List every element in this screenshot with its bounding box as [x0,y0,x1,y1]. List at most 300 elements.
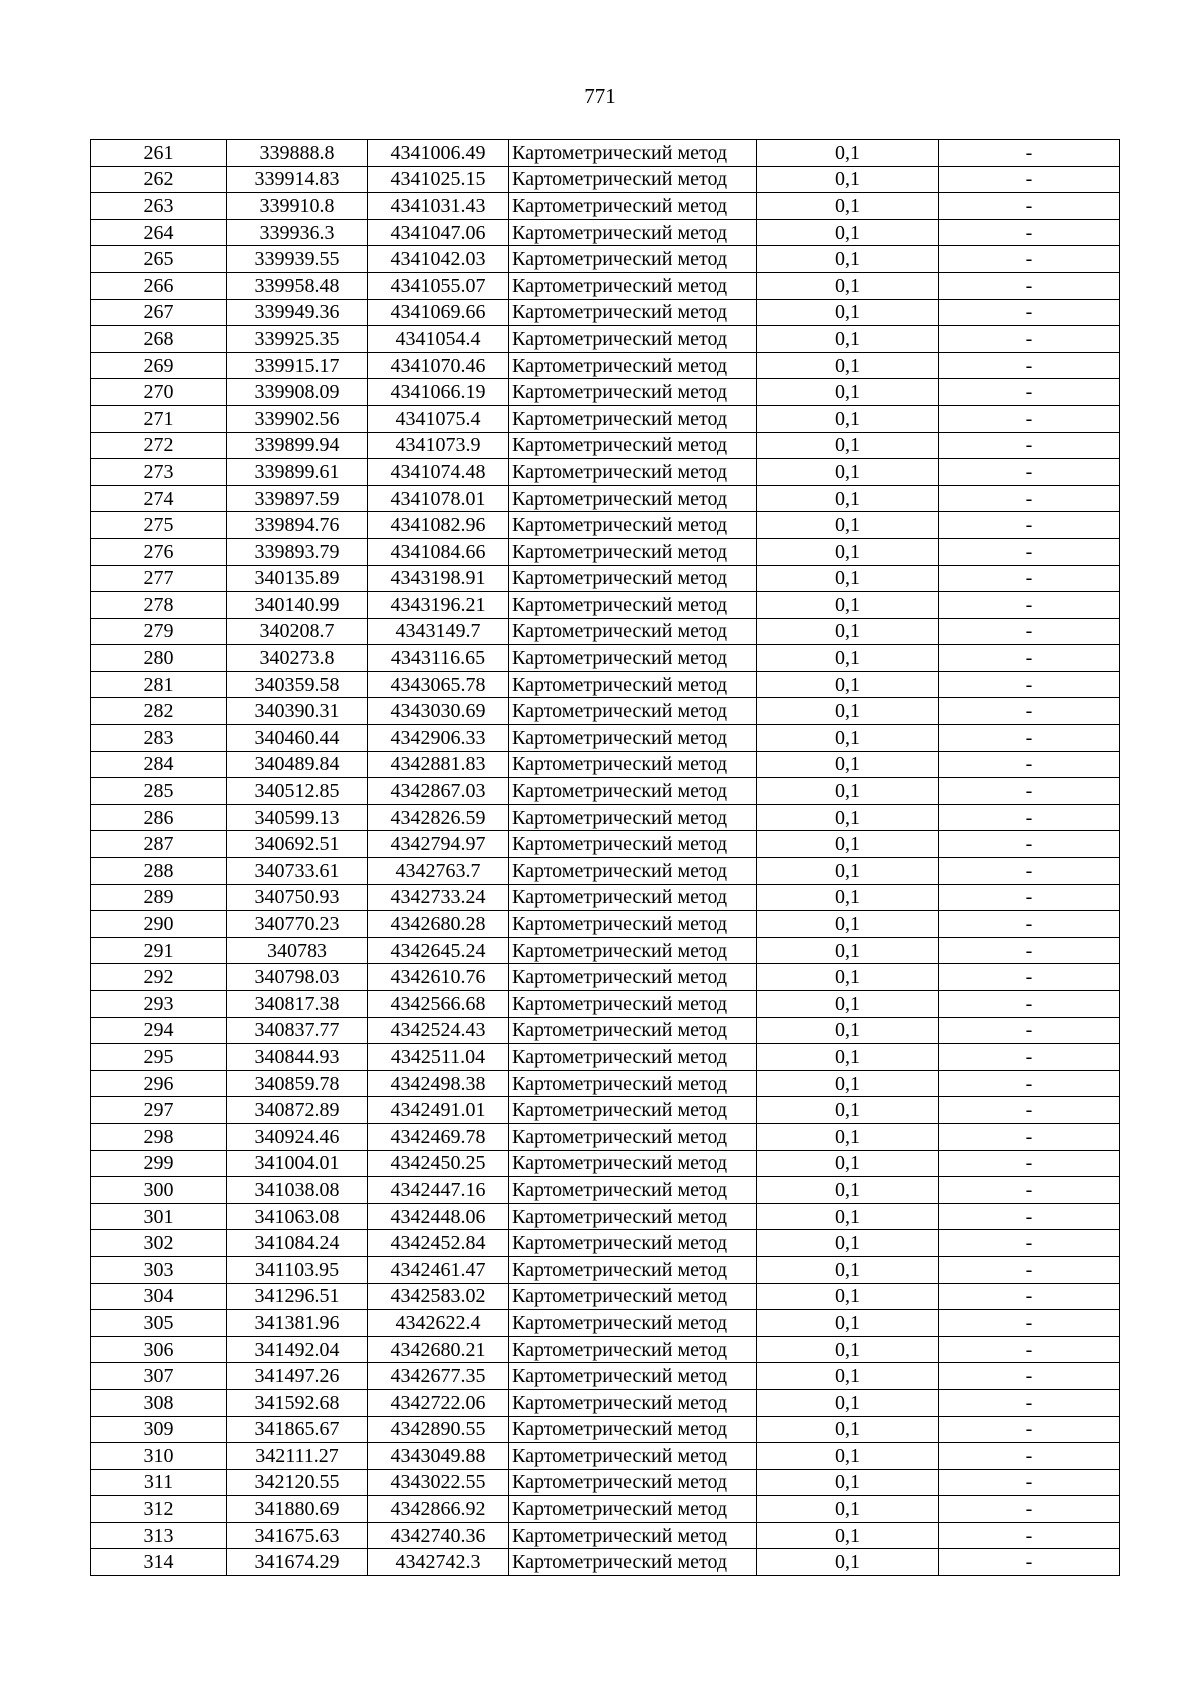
description-cell: - [939,432,1120,459]
x-coordinate-cell: 340872.89 [227,1097,368,1124]
x-coordinate-cell: 339915.17 [227,352,368,379]
point-number-cell: 293 [91,991,227,1018]
accuracy-cell: 0,1 [757,991,939,1018]
point-number-cell: 306 [91,1336,227,1363]
accuracy-cell: 0,1 [757,1123,939,1150]
y-coordinate-cell: 4342742.3 [368,1549,509,1576]
point-number-cell: 289 [91,884,227,911]
method-cell: Картометрический метод [509,1177,757,1204]
x-coordinate-cell: 341592.68 [227,1389,368,1416]
accuracy-cell: 0,1 [757,1522,939,1549]
method-cell: Картометрический метод [509,1150,757,1177]
method-cell: Картометрический метод [509,751,757,778]
y-coordinate-cell: 4341075.4 [368,405,509,432]
point-number-cell: 280 [91,645,227,672]
method-cell: Картометрический метод [509,804,757,831]
accuracy-cell: 0,1 [757,778,939,805]
y-coordinate-cell: 4341078.01 [368,485,509,512]
description-cell: - [939,219,1120,246]
description-cell: - [939,565,1120,592]
y-coordinate-cell: 4342622.4 [368,1310,509,1337]
table-row [91,1549,1120,1576]
x-coordinate-cell: 342111.27 [227,1443,368,1470]
point-number-cell: 299 [91,1150,227,1177]
description-cell: - [939,1443,1120,1470]
point-number-cell: 284 [91,751,227,778]
x-coordinate-cell: 339899.61 [227,459,368,486]
description-cell: - [939,698,1120,725]
x-coordinate-cell: 339914.83 [227,166,368,193]
x-coordinate-cell: 340489.84 [227,751,368,778]
y-coordinate-cell: 4341042.03 [368,246,509,273]
method-cell: Картометрический метод [509,272,757,299]
accuracy-cell: 0,1 [757,1363,939,1390]
description-cell: - [939,1336,1120,1363]
y-coordinate-cell: 4341074.48 [368,459,509,486]
description-cell: - [939,937,1120,964]
point-number-cell: 291 [91,937,227,964]
description-cell: - [939,379,1120,406]
x-coordinate-cell: 340859.78 [227,1070,368,1097]
x-coordinate-cell: 341880.69 [227,1496,368,1523]
accuracy-cell: 0,1 [757,831,939,858]
description-cell: - [939,778,1120,805]
accuracy-cell: 0,1 [757,698,939,725]
y-coordinate-cell: 4342867.03 [368,778,509,805]
table-row [91,1496,1120,1523]
table-row [91,379,1120,406]
table-row [91,804,1120,831]
point-number-cell: 300 [91,1177,227,1204]
point-number-cell: 286 [91,804,227,831]
y-coordinate-cell: 4341073.9 [368,432,509,459]
accuracy-cell: 0,1 [757,379,939,406]
description-cell: - [939,911,1120,938]
table-row [91,1044,1120,1071]
point-number-cell: 269 [91,352,227,379]
table-row [91,725,1120,752]
x-coordinate-cell: 340750.93 [227,884,368,911]
y-coordinate-cell: 4342680.28 [368,911,509,938]
description-cell: - [939,1150,1120,1177]
description-cell: - [939,512,1120,539]
table-row [91,1203,1120,1230]
accuracy-cell: 0,1 [757,1150,939,1177]
y-coordinate-cell: 4341055.07 [368,272,509,299]
table-row [91,858,1120,885]
method-cell: Картометрический метод [509,964,757,991]
y-coordinate-cell: 4342469.78 [368,1123,509,1150]
description-cell: - [939,804,1120,831]
table-row [91,1336,1120,1363]
description-cell: - [939,1469,1120,1496]
accuracy-cell: 0,1 [757,1310,939,1337]
y-coordinate-cell: 4342610.76 [368,964,509,991]
table-row [91,778,1120,805]
table-row [91,1522,1120,1549]
description-cell: - [939,166,1120,193]
y-coordinate-cell: 4342498.38 [368,1070,509,1097]
point-number-cell: 296 [91,1070,227,1097]
table-row [91,459,1120,486]
method-cell: Картометрический метод [509,512,757,539]
method-cell: Картометрический метод [509,618,757,645]
accuracy-cell: 0,1 [757,1097,939,1124]
accuracy-cell: 0,1 [757,140,939,167]
description-cell: - [939,751,1120,778]
method-cell: Картометрический метод [509,326,757,353]
description-cell: - [939,1123,1120,1150]
y-coordinate-cell: 4342583.02 [368,1283,509,1310]
point-number-cell: 294 [91,1017,227,1044]
method-cell: Картометрический метод [509,193,757,220]
y-coordinate-cell: 4342461.47 [368,1256,509,1283]
method-cell: Картометрический метод [509,831,757,858]
accuracy-cell: 0,1 [757,166,939,193]
accuracy-cell: 0,1 [757,1203,939,1230]
x-coordinate-cell: 339894.76 [227,512,368,539]
method-cell: Картометрический метод [509,538,757,565]
description-cell: - [939,1230,1120,1257]
description-cell: - [939,246,1120,273]
y-coordinate-cell: 4342491.01 [368,1097,509,1124]
table-row [91,352,1120,379]
x-coordinate-cell: 340924.46 [227,1123,368,1150]
method-cell: Картометрический метод [509,592,757,619]
point-number-cell: 308 [91,1389,227,1416]
description-cell: - [939,1256,1120,1283]
x-coordinate-cell: 339910.8 [227,193,368,220]
accuracy-cell: 0,1 [757,299,939,326]
accuracy-cell: 0,1 [757,352,939,379]
x-coordinate-cell: 339902.56 [227,405,368,432]
description-cell: - [939,140,1120,167]
table-row [91,1070,1120,1097]
method-cell: Картометрический метод [509,1097,757,1124]
y-coordinate-cell: 4342448.06 [368,1203,509,1230]
description-cell: - [939,671,1120,698]
x-coordinate-cell: 340359.58 [227,671,368,698]
point-number-cell: 281 [91,671,227,698]
accuracy-cell: 0,1 [757,618,939,645]
accuracy-cell: 0,1 [757,1389,939,1416]
description-cell: - [939,299,1120,326]
accuracy-cell: 0,1 [757,512,939,539]
description-cell: - [939,1363,1120,1390]
table-row [91,272,1120,299]
method-cell: Картометрический метод [509,299,757,326]
accuracy-cell: 0,1 [757,858,939,885]
table-row [91,1283,1120,1310]
method-cell: Картометрический метод [509,1044,757,1071]
y-coordinate-cell: 4342511.04 [368,1044,509,1071]
description-cell: - [939,272,1120,299]
method-cell: Картометрический метод [509,1203,757,1230]
method-cell: Картометрический метод [509,1070,757,1097]
coordinates-table [90,139,1120,1576]
x-coordinate-cell: 341381.96 [227,1310,368,1337]
table-row [91,246,1120,273]
description-cell: - [939,1416,1120,1443]
y-coordinate-cell: 4342890.55 [368,1416,509,1443]
method-cell: Картометрический метод [509,219,757,246]
table-row [91,1256,1120,1283]
accuracy-cell: 0,1 [757,1469,939,1496]
accuracy-cell: 0,1 [757,911,939,938]
table-row [91,1416,1120,1443]
x-coordinate-cell: 339899.94 [227,432,368,459]
accuracy-cell: 0,1 [757,193,939,220]
y-coordinate-cell: 4343116.65 [368,645,509,672]
description-cell: - [939,1389,1120,1416]
x-coordinate-cell: 340208.7 [227,618,368,645]
table-row [91,405,1120,432]
y-coordinate-cell: 4342763.7 [368,858,509,885]
y-coordinate-cell: 4341047.06 [368,219,509,246]
x-coordinate-cell: 341492.04 [227,1336,368,1363]
x-coordinate-cell: 339936.3 [227,219,368,246]
table-row [91,884,1120,911]
method-cell: Картометрический метод [509,352,757,379]
x-coordinate-cell: 341038.08 [227,1177,368,1204]
point-number-cell: 305 [91,1310,227,1337]
accuracy-cell: 0,1 [757,1230,939,1257]
method-cell: Картометрический метод [509,1496,757,1523]
method-cell: Картометрический метод [509,937,757,964]
description-cell: - [939,884,1120,911]
y-coordinate-cell: 4342645.24 [368,937,509,964]
method-cell: Картометрический метод [509,459,757,486]
method-cell: Картометрический метод [509,565,757,592]
y-coordinate-cell: 4341070.46 [368,352,509,379]
table-row [91,937,1120,964]
method-cell: Картометрический метод [509,858,757,885]
description-cell: - [939,725,1120,752]
point-number-cell: 298 [91,1123,227,1150]
method-cell: Картометрический метод [509,911,757,938]
table-row [91,299,1120,326]
method-cell: Картометрический метод [509,645,757,672]
accuracy-cell: 0,1 [757,485,939,512]
point-number-cell: 287 [91,831,227,858]
y-coordinate-cell: 4342881.83 [368,751,509,778]
x-coordinate-cell: 341865.67 [227,1416,368,1443]
x-coordinate-cell: 340140.99 [227,592,368,619]
point-number-cell: 314 [91,1549,227,1576]
description-cell: - [939,831,1120,858]
point-number-cell: 310 [91,1443,227,1470]
x-coordinate-cell: 342120.55 [227,1469,368,1496]
description-cell: - [939,964,1120,991]
method-cell: Картометрический метод [509,698,757,725]
point-number-cell: 307 [91,1363,227,1390]
x-coordinate-cell: 340844.93 [227,1044,368,1071]
description-cell: - [939,618,1120,645]
accuracy-cell: 0,1 [757,592,939,619]
x-coordinate-cell: 340733.61 [227,858,368,885]
x-coordinate-cell: 339949.36 [227,299,368,326]
y-coordinate-cell: 4342740.36 [368,1522,509,1549]
table-row [91,538,1120,565]
description-cell: - [939,405,1120,432]
table-row [91,1230,1120,1257]
point-number-cell: 261 [91,140,227,167]
point-number-cell: 273 [91,459,227,486]
y-coordinate-cell: 4341084.66 [368,538,509,565]
method-cell: Картометрический метод [509,379,757,406]
x-coordinate-cell: 341084.24 [227,1230,368,1257]
accuracy-cell: 0,1 [757,725,939,752]
x-coordinate-cell: 340135.89 [227,565,368,592]
method-cell: Картометрический метод [509,1336,757,1363]
method-cell: Картометрический метод [509,1230,757,1257]
point-number-cell: 272 [91,432,227,459]
description-cell: - [939,991,1120,1018]
accuracy-cell: 0,1 [757,751,939,778]
x-coordinate-cell: 339939.55 [227,246,368,273]
point-number-cell: 266 [91,272,227,299]
method-cell: Картометрический метод [509,725,757,752]
x-coordinate-cell: 341063.08 [227,1203,368,1230]
y-coordinate-cell: 4342524.43 [368,1017,509,1044]
x-coordinate-cell: 339893.79 [227,538,368,565]
point-number-cell: 313 [91,1522,227,1549]
x-coordinate-cell: 340512.85 [227,778,368,805]
method-cell: Картометрический метод [509,405,757,432]
y-coordinate-cell: 4343065.78 [368,671,509,698]
point-number-cell: 297 [91,1097,227,1124]
accuracy-cell: 0,1 [757,1177,939,1204]
accuracy-cell: 0,1 [757,1496,939,1523]
y-coordinate-cell: 4343198.91 [368,565,509,592]
table-row [91,1177,1120,1204]
point-number-cell: 301 [91,1203,227,1230]
x-coordinate-cell: 340817.38 [227,991,368,1018]
description-cell: - [939,352,1120,379]
table-row [91,1469,1120,1496]
table-row [91,512,1120,539]
y-coordinate-cell: 4342826.59 [368,804,509,831]
method-cell: Картометрический метод [509,166,757,193]
page-number: 771 [584,84,616,108]
table-row [91,1150,1120,1177]
accuracy-cell: 0,1 [757,405,939,432]
y-coordinate-cell: 4342733.24 [368,884,509,911]
y-coordinate-cell: 4343149.7 [368,618,509,645]
method-cell: Картометрический метод [509,1522,757,1549]
y-coordinate-cell: 4341054.4 [368,326,509,353]
x-coordinate-cell: 341103.95 [227,1256,368,1283]
x-coordinate-cell: 340837.77 [227,1017,368,1044]
accuracy-cell: 0,1 [757,565,939,592]
point-number-cell: 309 [91,1416,227,1443]
method-cell: Картометрический метод [509,1310,757,1337]
accuracy-cell: 0,1 [757,1017,939,1044]
description-cell: - [939,459,1120,486]
table-row [91,831,1120,858]
point-number-cell: 302 [91,1230,227,1257]
accuracy-cell: 0,1 [757,1283,939,1310]
y-coordinate-cell: 4343049.88 [368,1443,509,1470]
y-coordinate-cell: 4342680.21 [368,1336,509,1363]
description-cell: - [939,1283,1120,1310]
point-number-cell: 288 [91,858,227,885]
description-cell: - [939,485,1120,512]
x-coordinate-cell: 340599.13 [227,804,368,831]
accuracy-cell: 0,1 [757,1443,939,1470]
table-row [91,485,1120,512]
point-number-cell: 292 [91,964,227,991]
y-coordinate-cell: 4342866.92 [368,1496,509,1523]
y-coordinate-cell: 4342566.68 [368,991,509,1018]
point-number-cell: 285 [91,778,227,805]
description-cell: - [939,1549,1120,1576]
method-cell: Картометрический метод [509,778,757,805]
description-cell: - [939,193,1120,220]
point-number-cell: 276 [91,538,227,565]
accuracy-cell: 0,1 [757,1549,939,1576]
accuracy-cell: 0,1 [757,219,939,246]
description-cell: - [939,1496,1120,1523]
x-coordinate-cell: 339925.35 [227,326,368,353]
y-coordinate-cell: 4342722.06 [368,1389,509,1416]
description-cell: - [939,1177,1120,1204]
point-number-cell: 263 [91,193,227,220]
accuracy-cell: 0,1 [757,1070,939,1097]
table-row [91,219,1120,246]
y-coordinate-cell: 4341031.43 [368,193,509,220]
y-coordinate-cell: 4343196.21 [368,592,509,619]
description-cell: - [939,592,1120,619]
x-coordinate-cell: 340460.44 [227,725,368,752]
accuracy-cell: 0,1 [757,538,939,565]
x-coordinate-cell: 339958.48 [227,272,368,299]
description-cell: - [939,645,1120,672]
accuracy-cell: 0,1 [757,272,939,299]
description-cell: - [939,1017,1120,1044]
point-number-cell: 290 [91,911,227,938]
point-number-cell: 265 [91,246,227,273]
x-coordinate-cell: 339897.59 [227,485,368,512]
table-row [91,991,1120,1018]
y-coordinate-cell: 4341006.49 [368,140,509,167]
x-coordinate-cell: 340273.8 [227,645,368,672]
table-row [91,964,1120,991]
point-number-cell: 267 [91,299,227,326]
x-coordinate-cell: 340390.31 [227,698,368,725]
y-coordinate-cell: 4342450.25 [368,1150,509,1177]
table-row [91,751,1120,778]
accuracy-cell: 0,1 [757,432,939,459]
x-coordinate-cell: 340798.03 [227,964,368,991]
table-row [91,645,1120,672]
point-number-cell: 262 [91,166,227,193]
accuracy-cell: 0,1 [757,1336,939,1363]
point-number-cell: 282 [91,698,227,725]
description-cell: - [939,538,1120,565]
y-coordinate-cell: 4342447.16 [368,1177,509,1204]
description-cell: - [939,1203,1120,1230]
method-cell: Картометрический метод [509,1363,757,1390]
table-row [91,592,1120,619]
method-cell: Картометрический метод [509,1283,757,1310]
table-row [91,1123,1120,1150]
accuracy-cell: 0,1 [757,1044,939,1071]
table-row [91,1363,1120,1390]
method-cell: Картометрический метод [509,884,757,911]
accuracy-cell: 0,1 [757,1256,939,1283]
method-cell: Картометрический метод [509,1416,757,1443]
